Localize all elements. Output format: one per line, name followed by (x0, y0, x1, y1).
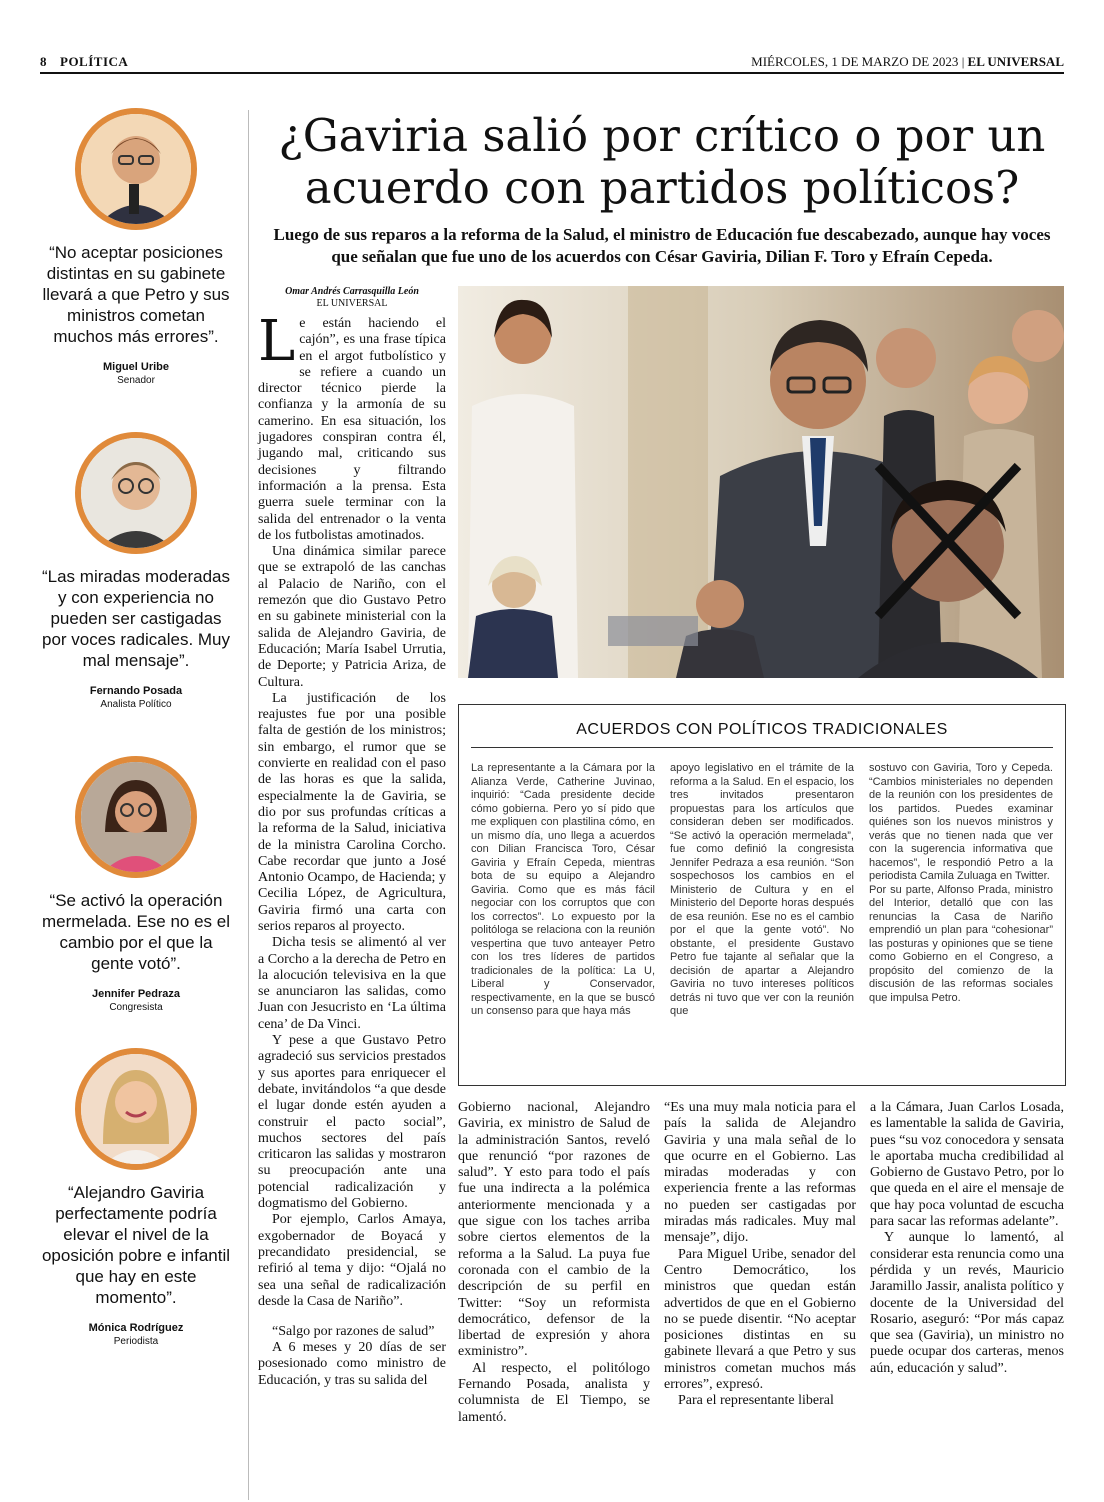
sidebar-box (458, 704, 1066, 1086)
quote-block-4 (36, 1048, 236, 1347)
quote-name: Fernando Posada (89, 685, 183, 697)
quote-block-2 (36, 432, 236, 710)
main-photo (458, 286, 1064, 678)
box-paragraph: La representante a la Cámara por la Alianza Verde, Catherine Juvinao, inquirió: “Cada presidente decide cómo gobierna. Pero yo sí pido que me expliquen con plastilina cómo, en un mismo día, uno llega a acuerdos con Dilian Francisca Toro, César Gaviria y Efraín Cepeda, mientras bota de su equipo a Alejandro Gaviria. Como que es más fácil negociar con los corruptos que con los correctos”. Lo expuesto por la politóloga se relaciona con la reunión vespertina que tuvo anteayer Petro con los tres líderes de partidos tradicionales de la política: La U, Liberal y Conservador, respectivamente, en la que se buscó un consenso para que haya más (471, 762, 655, 1017)
paragraph: La justificación de los reajustes fue por una posible falta de gestión de los ministros; sin embargo, el rumor que se convierte en realidad con el paso de las horas es que la salida, especialmente la de Gaviria, se dio por sus profundas críticas a la reforma de la Salud, iniciativa de la ministra Carolina Corcho. Cabe recordar que junto a José Antonio Ocampo, de Hacienda; y Cecilia López, de Agricultura, Gaviria firmó una carta con serios reparos al proyecto. (258, 690, 446, 934)
page-header (40, 52, 1064, 74)
quote-text: “Se activó la operación mermelada. Ese no es el cambio por el que la gente votó”. (41, 891, 231, 973)
body-column-3 (664, 1100, 856, 1410)
paragraph: Dicha tesis se alimentó al ver a Corcho a la derecha de Petro en la alocución televisiva en la que se anunciaron las salidas, como Juan con Jesucristo en ‘La última cena’ de Da Vinci. (258, 935, 446, 1032)
quote-block-1 (36, 108, 236, 386)
drop-cap: L (258, 309, 296, 374)
box-column-2 (670, 762, 854, 1019)
box-paragraph: Por su parte, Alfonso Prada, ministro del Interior, detalló que con las renuncias la Casa de Nariño emprendió un plan para “cohesionar” las posturas y opiniones que se tiene como Gobierno en el Congreso, a propósito del comienzo de la discusión de las reformas sociales que impulsa Petro. (869, 883, 1053, 1004)
paragraph: Al respecto, el politólogo Fernando Posada, analista y columnista de El Tiempo, se lamentó. (458, 1360, 650, 1425)
date-line: MIÉRCOLES, 1 DE MARZO DE 2023 | EL UNIVERSAL (751, 54, 1064, 69)
quote-role: Periodista (113, 1336, 159, 1347)
paragraph: e están haciendo el cajón”, es una frase típica en el argot futbolístico y se refiere a cuando un director técnico pierde la confianza y la armonía de su camerino. En esa situación, los jugadores conspiran contra él, jugando mal, criticando sus decisiones y filtrando información a la prensa. Esta guerra suele terminar con la salida del entrenador o la venta de los futbolistas amotinados. (258, 316, 446, 543)
quote-role: Senador (117, 375, 155, 386)
deck: Luego de sus reparos a la reforma de la Salud, el ministro de Educación fue descabezado, aunque hay voces que señalan que fue uno de los acuerdos con César Gaviria, Dilian F. Toro y Efraín Cepeda. (273, 225, 1051, 266)
outlet: EL UNIVERSAL (316, 298, 388, 309)
paragraph: Una dinámica similar parece que se extrapoló de las canchas al Palacio de Nariño, con el remezón que dio Gustavo Petro en su gabinete ministerial con la salida de Alejandro Gaviria, de Educación; María Isabel Urrutia, de Deporte; y Patricia Ariza, de Cultura. (258, 544, 446, 690)
box-paragraph: apoyo legislativo en el trámite de la reforma a la Salud. En el espacio, los tres invitados presentaron propuestas para los artículos que consideran deben ser modificados. “Se activó la operación mermelada”, fue como definió la congresista Jennifer Pedraza a esa reunión. “Son sospechosos los cambios en el Ministerio de Cultura y en el Ministerio del Deporte horas después de esa reunión. Ese no es el cambio por el que la gente votó”. No obstante, el presidente Gustavo Petro fue tajante al señalar que la decisión de apartar a Alejandro Gaviria no tuvo intereses políticos detrás ni tuvo que ver con la reunión que (670, 762, 854, 1017)
paragraph: Por ejemplo, Carlos Amaya, exgobernador de Boyacá y precandidato presidencial, se refirió al tema y dijo: “Ojalá no sea una señal de radicalización desde la Casa de Nariño”. (258, 1212, 446, 1309)
section-name: POLÍTICA (60, 54, 129, 69)
quote-role: Analista Político (100, 699, 172, 710)
quote-role: Congresista (109, 1002, 163, 1013)
headline: ¿Gaviria salió por crítico o por un acuerdo con partidos políticos? (278, 109, 1046, 214)
page-number: 8 (40, 54, 47, 69)
paragraph: “Es una muy mala noticia para el país la salida de Alejandro Gaviria y una mala señal de lo que ocurre en el Gobierno. Las miradas moderadas y con experiencia frente a las reformas no pueden ser castigadas por miradas más radicales. Muy mal mensaje”, dijo. (664, 1100, 856, 1246)
paragraph: Gobierno nacional, Alejandro Gaviria, ex ministro de Salud de la administración Santos, reveló que renunció “por razones de salud”. Y esto para todo el país fue una indirecta a la polémica anteriormente mencionada y a que sigue con los taches arriba sobre ciertos elementos de la reforma a la Salud. La puya fue coronada con el cambio de la descripción de su perfil en Twitter: “Soy un reformista democrático, defensor de la libertad de expresión y ahora exministro”. (458, 1100, 650, 1360)
body-column-2 (458, 1100, 650, 1426)
box-title: ACUERDOS CON POLÍTICOS TRADICIONALES (576, 721, 948, 738)
quote-text: “No aceptar posiciones distintas en su gabinete llevará a que Petro y sus ministros cometan muchos más errores”. (42, 243, 230, 346)
body-column-4 (870, 1100, 1064, 1377)
paragraph: Y pese a que Gustavo Petro agradeció sus servicios prestados y sus aportes para enriquecer el debate, invitándolos “a que desde el lugar donde estén ayuden a construir el pacto social”, muchos sectores del país criticaron las salidas y mostraron su preocupación ante una potencial radicalización y dogmatismo del Gobierno. (258, 1033, 446, 1212)
author: Omar Andrés Carrasquilla León (285, 286, 419, 297)
box-column-3 (869, 762, 1053, 1005)
portrait-miguel-uribe (75, 108, 197, 230)
quote-text: “Las miradas moderadas y con experiencia no pueden ser castigadas por voces radicales. Muy mal mensaje”. (41, 567, 231, 670)
quote-name: Mónica Rodríguez (88, 1322, 184, 1334)
subhead: “Salgo por razones de salud” (272, 1324, 435, 1340)
portrait-fernando-posada (75, 432, 197, 554)
box-paragraph: sostuvo con Gaviria, Toro y Cepeda. “Cambios ministeriales no dependen de la reunión con los presidentes de los partidos. Puedes examinar quiénes son los nuevos ministros y verás que no tienen nada que ver con la sugerencia informativa que hacemos”, le respondió Petro a la periodista Camila Zuluaga en Twitter. (869, 762, 1053, 882)
byline (258, 286, 446, 310)
quote-name: Jennifer Pedraza (91, 988, 181, 1000)
quote-text: “Alejandro Gaviria perfectamente podría elevar el nivel de la oposición pobre e infantil que hay en este momento”. (41, 1183, 231, 1307)
portrait-jennifer-pedraza (75, 756, 197, 878)
body-column-1 (258, 309, 446, 1389)
box-column-1 (471, 762, 655, 1019)
sidebar-divider (248, 110, 249, 1500)
paragraph: Y aunque lo lamentó, al considerar esta renuncia como una pérdida y un revés, Mauricio Jaramillo Jassir, analista político y docente de la Universidad del Rosario, aseguró: “Por más capaz que sea (Gaviria), un ministro no puede ocupar dos carteras, menos aún, educación y salud”. (870, 1230, 1064, 1376)
quote-block-3 (36, 756, 236, 1013)
portrait-monica-rodriguez (75, 1048, 197, 1170)
quote-name: Miguel Uribe (102, 361, 169, 373)
paragraph: Para el representante liberal (678, 1393, 834, 1409)
paragraph: a la Cámara, Juan Carlos Losada, es lamentable la salida de Gaviria, pues “su voz conocedora y sensata le aportaba mucha credibilidad al Gobierno de Gustavo Petro, por lo que queda en el aire el mensaje de que hay poca voluntad de escucha para sacar las reformas adelante”. (870, 1100, 1064, 1230)
paper-name: EL UNIVERSAL (967, 54, 1064, 69)
paragraph: Para Miguel Uribe, senador del Centro Democrático, los ministros que quedan están advertidos de que en el Gobierno no se puede disentir. “No aceptar posiciones distintas en su gabinete llevará a que Petro y sus ministros cometan muchos más errores”, expresó. (664, 1246, 856, 1393)
date: MIÉRCOLES, 1 DE MARZO DE 2023 (751, 54, 959, 69)
box-rule (471, 747, 1053, 748)
paragraph: A 6 meses y 20 días de ser posesionado como ministro de Educación, y tras su salida del (258, 1340, 446, 1388)
